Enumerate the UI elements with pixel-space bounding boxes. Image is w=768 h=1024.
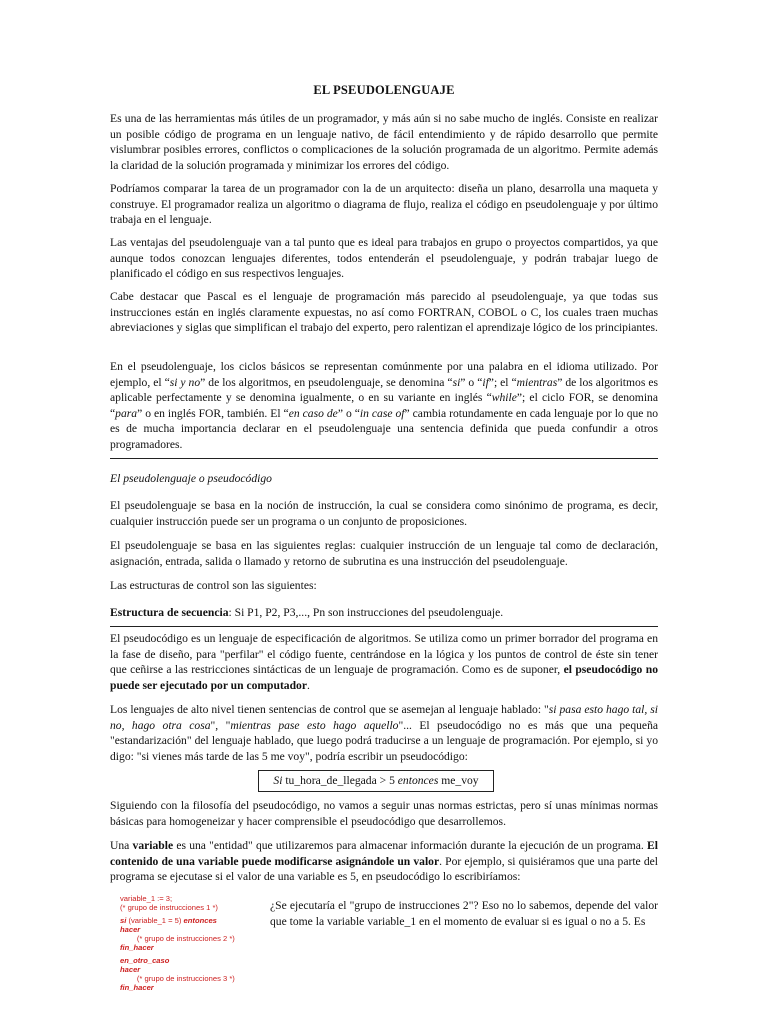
bold-term: el pseudocódigo no puede ser ejecutado por un computador — [110, 663, 658, 692]
italic-term: en caso de — [288, 406, 338, 420]
code-line: hacer — [120, 965, 141, 974]
keyword: Si — [273, 774, 283, 787]
text-span: ” o en inglés FOR, también. El “ — [137, 406, 289, 420]
text-span: ” de los algoritmos, en pseudolenguaje, se denomina “ — [200, 375, 453, 389]
code-line: fin_hacer — [120, 983, 154, 992]
text-span: es una "entidad" que utilizaremos para almacenar información durante la ejecución de un programa. — [173, 839, 648, 852]
italic-term: while — [491, 391, 517, 404]
keyword: entonces — [397, 774, 439, 787]
text-span: ”; el ciclo FOR, se denomina “ — [110, 391, 658, 420]
code-text: (variable_1 = 5) — [126, 916, 184, 925]
italic-term: mientras — [516, 375, 558, 389]
code-line: en_otro_caso — [120, 956, 170, 965]
text-span: tu_hora_de_llegada > 5 — [282, 774, 398, 787]
code-line: variable_1 := 3; — [120, 894, 173, 903]
code-keyword: si — [120, 916, 127, 925]
code-line: hacer — [120, 925, 141, 934]
text-span: El pseudocódigo es un lenguaje de especificación de algoritmos. Se utiliza como un primer borrador del programa en la fase de diseño, para "perfilar" el código fuente, centrándose en la lógica y los puntos de control de éste sin tener que ceñirse a las restricciones sintácticas de un lenguaje de programación. Como es de suponer, — [110, 632, 658, 676]
code-line: (* grupo de instrucciones 3 *) — [120, 974, 235, 983]
italic-term: in case of — [359, 406, 405, 420]
italic-term: si — [452, 375, 461, 389]
paragraph-variable — [110, 838, 658, 885]
code-line — [120, 916, 270, 925]
italic-term: if — [482, 375, 489, 389]
italic-term: si y no — [169, 375, 201, 389]
text-span: En el pseudolenguaje, los ciclos básicos se representan comúnmente por una palabra en el idioma utilizado. Por ejemplo, el “ — [110, 360, 658, 389]
code-line: fin_hacer — [120, 943, 154, 952]
bold-term: El contenido de una variable puede modificarse asignándole un valor — [110, 839, 658, 868]
code-line: (* grupo de instrucciones 1 *) — [120, 903, 218, 912]
text-span: Los lenguajes de alto nivel tienen sentencias de control que se asemejan al lenguaje hablado: " — [110, 703, 549, 716]
paragraph-question: ¿Se ejecutaría el "grupo de instrucciones 2"? Eso no lo sabemos, depende del valor que tome la variable variable_1 en el momento de evaluar si es igual o no a 5. Es — [270, 899, 658, 928]
paragraph-sequence — [110, 605, 658, 621]
paragraph-high-level — [110, 702, 658, 764]
text-span: "... El pseudocódigo no es más que una pequeña "estandarización" del lenguaje hablado, que luego podrá traducirse a un lenguaje de programación. Por ejemplo, si yo digo: "si vienes más tarde de las 5 me voy", podría escribir un pseudocódigo: — [110, 718, 659, 763]
paragraph-intro: Es una de las herramientas más útiles de un programador, y más aún si no sabe mucho de inglés. Consiste en realizar un posible código de programa en un lenguaje nativo, de fácil entendimiento y de rápido desarrollo que permite vislumbrar posibles errores, conflictos o complicaciones de la solución programada de un algoritmo. Permite además la claridad de la solución programada y minimizar los errores del código. — [110, 112, 658, 172]
section-subheading: El pseudolenguaje o pseudocódigo — [110, 472, 272, 485]
italic-term: para — [115, 406, 138, 420]
paragraph-structures: Las estructuras de control son las siguientes: — [110, 579, 317, 592]
code-keyword: entonces — [183, 916, 217, 925]
text-span: ", " — [210, 718, 231, 732]
code-snippet — [120, 894, 270, 992]
document-title: EL PSEUDOLENGUAJE — [313, 83, 455, 97]
paragraph-pseudocode-definition — [110, 631, 658, 693]
bold-term: Estructura de secuencia — [110, 606, 229, 619]
text-span: . Por ejemplo, si quisiéramos que una parte del programa se ejecutase si el valor de una variable es 5, en pseudocódigo lo escribiríamos: — [110, 854, 658, 883]
text-span: ” cambia rotundamente en cada lenguaje por lo que no es de mucha importancia declarar en el pseudolenguaje una sentencia definida que pueda confundir a otros programadores. — [110, 406, 659, 451]
italic-term: mientras pase esto hago aquello — [230, 718, 399, 732]
text-span: ”; el “ — [488, 375, 517, 389]
text-span: Una — [110, 839, 133, 852]
text-span: ” de los algoritmos es aplicable perfectamente y se denomina igualmente, o en su variante en inglés “ — [110, 375, 658, 404]
bold-term: variable — [132, 839, 174, 852]
text-span: ” o “ — [337, 406, 360, 420]
paragraph-architect: Podríamos comparar la tarea de un programador con la de un arquitecto: diseña un plano, desarrolla una maqueta y construye. El programador realiza un algoritmo o diagrama de flujo, realiza el código en pseudolenguaje y por último trabaja en el lenguaje. — [110, 182, 658, 226]
paragraph-advantages: Las ventajas del pseudolenguaje van a tal punto que es ideal para trabajos en grupo o proyectos compartidos, ya que aunque todos conozcan lenguajes diferentes, todos entenderán el pseudolenguaje, y podrán trabajar luego de planificado el código en sus respectivos lenguajes. — [110, 236, 658, 280]
text-span: . — [307, 678, 310, 692]
paragraph-instruction: El pseudolenguaje se basa en la noción de instrucción, la cual se considera como sinónimo de programa, es decir, cualquier instrucción puede ser un programa o un conjunto de proposiciones. — [110, 499, 658, 528]
paragraph-rules: El pseudolenguaje se basa en las siguientes reglas: cualquier instrucción de un lenguaje tal como de declaración, asignación, entrada, salida o llamado y retorno de subrutina es una instrucción del pseudolenguaje. — [110, 539, 658, 568]
paragraph-cycles — [110, 359, 658, 452]
paragraph-pascal: Cabe destacar que Pascal es el lenguaje de programación más parecido al pseudolenguaje, ya que todas sus instrucciones están en inglés claramente expuestas, no así como FORTRAN, COBOL o C, los cuales traen muchas abreviaciones y siglas que simplifican el trabajo del experto, pero ralentizan el aprendizaje lógico de los principiantes. — [110, 290, 658, 334]
pseudocode-example-box — [258, 770, 494, 792]
text-span: me_voy — [438, 774, 479, 787]
paragraph-philosophy: Siguiendo con la filosofía del pseudocódigo, no vamos a seguir unas normas estrictas, pero sí unas mínimas normas básicas para homogeneizar y hacer comprensible el pseudocódigo que desarrollemos. — [110, 799, 658, 828]
italic-term: si pasa esto hago tal, si no, hago otra cosa — [110, 703, 658, 732]
section-divider — [110, 458, 658, 459]
text-span: ” o “ — [460, 375, 483, 389]
section-divider — [110, 626, 658, 627]
code-line: (* grupo de instrucciones 2 *) — [120, 934, 235, 943]
text-span: : Si P1, P2, P3,..., Pn son instrucciones del pseudolenguaje. — [228, 606, 504, 619]
